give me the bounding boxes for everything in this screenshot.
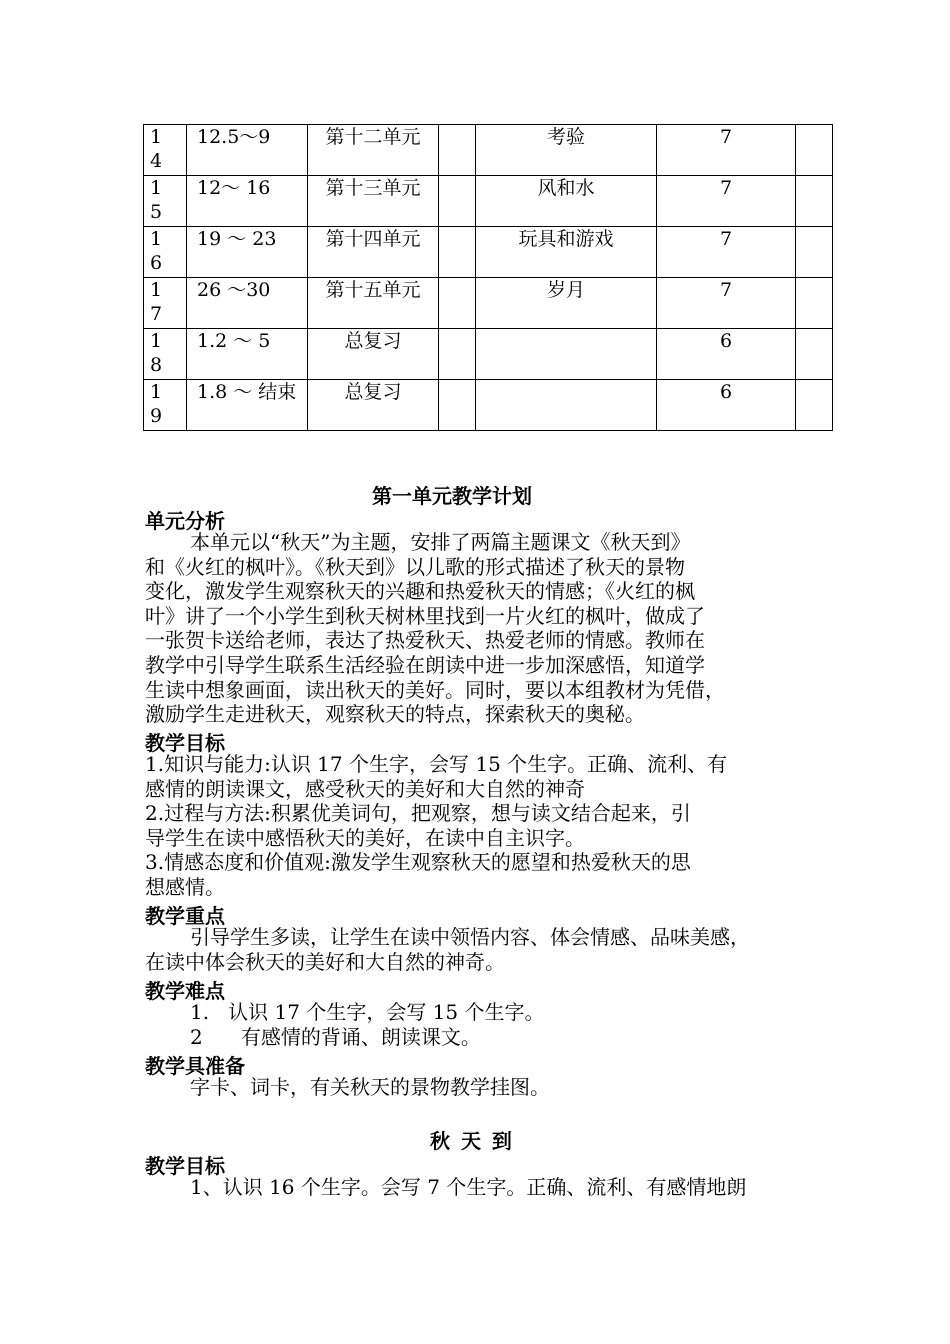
empty-cell bbox=[439, 329, 476, 380]
empty-cell bbox=[796, 329, 833, 380]
week-number-cell bbox=[144, 125, 187, 176]
week-number-cell bbox=[144, 176, 187, 227]
title-cell: 考验 bbox=[476, 125, 657, 176]
unit-cell: 第十二单元 bbox=[308, 125, 439, 176]
title-cell: 玩具和游戏 bbox=[476, 227, 657, 278]
week-number-cell bbox=[144, 227, 187, 278]
week-number-digit: 1 bbox=[150, 228, 163, 250]
week-number-digit: 9 bbox=[150, 405, 163, 427]
empty-cell bbox=[439, 227, 476, 278]
week-number-digit: 5 bbox=[150, 201, 163, 223]
focus-line: 引导学生多读，让学生在读中领悟内容、体会情感、品味美感， bbox=[190, 925, 750, 949]
week-number-digit: 7 bbox=[150, 303, 163, 325]
analysis-heading: 单元分析 bbox=[145, 509, 225, 533]
lesson-goals-heading: 教学目标 bbox=[145, 1154, 225, 1178]
difficulty-line: 2 有感情的背诵、朗读课文。 bbox=[190, 1024, 481, 1049]
table-row bbox=[144, 278, 833, 329]
hours-cell: 7 bbox=[657, 176, 796, 227]
date-cell: 12～ 16 bbox=[187, 176, 308, 227]
table-row bbox=[144, 227, 833, 278]
week-number-digit: 1 bbox=[150, 381, 163, 403]
difficulty-line: 1. 认识 17 个生字，会写 15 个生字。 bbox=[190, 1000, 545, 1024]
goals-line: 感情的朗读课文，感受秋天的美好和大自然的神奇 bbox=[145, 776, 585, 801]
analysis-line: 变化，激发学生观察秋天的兴趣和热爱秋天的情感；《火红的枫 bbox=[145, 579, 695, 604]
empty-cell bbox=[796, 227, 833, 278]
analysis-line: 教学中引导学生联系生活经验在朗读中进一步加深感悟，知道学 bbox=[145, 652, 705, 677]
unit-cell: 第十五单元 bbox=[308, 278, 439, 329]
title-cell: 岁月 bbox=[476, 278, 657, 329]
analysis-line: 和《火红的枫叶》。《秋天到》以儿歌的形式描述了秋天的景物 bbox=[145, 554, 685, 579]
focus-text bbox=[145, 925, 835, 974]
week-number-digit: 6 bbox=[150, 252, 163, 274]
prep-text bbox=[145, 1075, 835, 1100]
difficulty-heading: 教学难点 bbox=[145, 979, 225, 1003]
prep-heading: 教学具准备 bbox=[145, 1054, 245, 1078]
analysis-line: 叶》讲了一个小学生到秋天树林里找到一片火红的枫叶，做成了 bbox=[145, 603, 705, 628]
goals-line: 导学生在读中感悟秋天的美好，在读中自主识字。 bbox=[145, 825, 585, 850]
title-cell: 风和水 bbox=[476, 176, 657, 227]
empty-cell bbox=[439, 176, 476, 227]
table-row bbox=[144, 125, 833, 176]
hours-cell: 6 bbox=[657, 329, 796, 380]
week-number-digit: 1 bbox=[150, 330, 163, 352]
goals-line: 3.情感态度和价值观:激发学生观察秋天的愿望和热爱秋天的思 bbox=[145, 850, 691, 875]
date-cell: 1.2 ～ 5 bbox=[187, 329, 308, 380]
difficulty-text bbox=[145, 1000, 835, 1049]
prep-line: 字卡、词卡，有关秋天的景物教学挂图。 bbox=[190, 1075, 550, 1099]
date-cell: 1.8 ～ 结束 bbox=[187, 380, 308, 431]
analysis-line: 激励学生走进秋天，观察秋天的特点，探索秋天的奥秘。 bbox=[145, 702, 645, 727]
lesson-goal-line: 1、认识 16 个生字。会写 7 个生字。正确、流利、有感情地朗 bbox=[190, 1175, 747, 1199]
empty-cell bbox=[796, 380, 833, 431]
analysis-line: 生读中想象画面，读出秋天的美好。同时，要以本组教材为凭借， bbox=[145, 677, 725, 702]
goals-line: 2.过程与方法:积累优美词句，把观察，想与读文结合起来，引 bbox=[145, 801, 691, 826]
focus-line: 在读中体会秋天的美好和大自然的神奇。 bbox=[145, 949, 505, 974]
focus-heading: 教学重点 bbox=[145, 904, 225, 928]
week-number-digit: 4 bbox=[150, 150, 163, 172]
hours-cell: 7 bbox=[657, 125, 796, 176]
goals-line: 1.知识与能力:认识 17 个生字，会写 15 个生字。正确、流利、有 bbox=[145, 752, 728, 776]
hours-cell: 6 bbox=[657, 380, 796, 431]
date-cell: 26 ～30 bbox=[187, 278, 308, 329]
title-cell bbox=[476, 329, 657, 380]
goals-heading: 教学目标 bbox=[145, 731, 225, 755]
goals-text bbox=[145, 752, 835, 900]
analysis-line: 本单元以“秋天”为主题，安排了两篇主题课文《秋天到》 bbox=[190, 530, 691, 554]
unit-cell: 总复习 bbox=[308, 380, 439, 431]
hours-cell: 7 bbox=[657, 278, 796, 329]
title-cell bbox=[476, 380, 657, 431]
week-number-digit: 1 bbox=[150, 126, 163, 148]
date-cell: 19 ～ 23 bbox=[187, 227, 308, 278]
empty-cell bbox=[439, 278, 476, 329]
table-row bbox=[144, 380, 833, 431]
hours-cell: 7 bbox=[657, 227, 796, 278]
unit-cell: 第十四单元 bbox=[308, 227, 439, 278]
date-cell: 12.5～9 bbox=[187, 125, 308, 176]
week-number-cell bbox=[144, 380, 187, 431]
empty-cell bbox=[439, 125, 476, 176]
week-number-cell bbox=[144, 278, 187, 329]
analysis-line: 一张贺卡送给老师，表达了热爱秋天、热爱老师的情感。教师在 bbox=[145, 628, 705, 653]
table-row bbox=[144, 329, 833, 380]
lesson-goals-text bbox=[145, 1175, 835, 1200]
empty-cell bbox=[796, 125, 833, 176]
table-row bbox=[144, 176, 833, 227]
week-number-digit: 8 bbox=[150, 354, 163, 376]
empty-cell bbox=[796, 278, 833, 329]
goals-line: 想感情。 bbox=[145, 874, 225, 899]
analysis-text bbox=[145, 530, 835, 727]
empty-cell bbox=[439, 380, 476, 431]
plan-title: 第一单元教学计划 bbox=[372, 484, 532, 508]
empty-cell bbox=[796, 176, 833, 227]
schedule-table bbox=[143, 124, 833, 431]
unit-cell: 总复习 bbox=[308, 329, 439, 380]
unit-cell: 第十三单元 bbox=[308, 176, 439, 227]
lesson-title: 秋 天 到 bbox=[430, 1129, 514, 1153]
week-number-digit: 1 bbox=[150, 177, 163, 199]
week-number-cell bbox=[144, 329, 187, 380]
week-number-digit: 1 bbox=[150, 279, 163, 301]
